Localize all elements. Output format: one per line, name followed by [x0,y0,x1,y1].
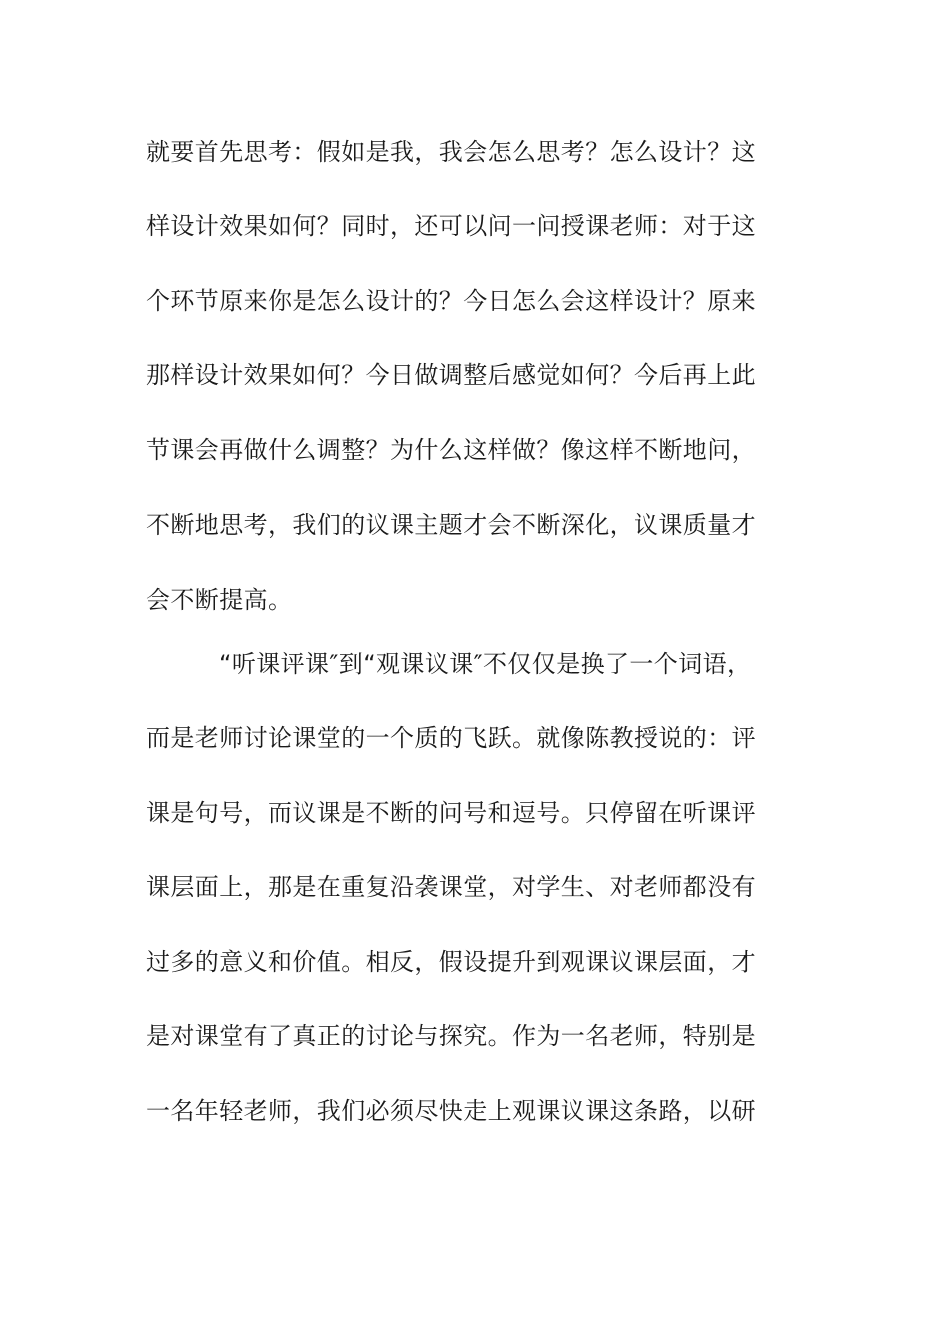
paragraph-first-line: “听课评课″到“观课议课″不仅仅是换了一个词语， [219,650,752,678]
text-line: 样设计效果如何？同时，还可以问一问授课老师：对于这 [146,212,756,240]
text-line: 会不断提高。 [146,586,293,614]
text-line: 是对课堂有了真正的讨论与探究。作为一名老师，特别是 [146,1022,756,1050]
text-line: 课是句号，而议课是不断的问号和逗号。只停留在听课评 [146,799,756,827]
text-line: 一名年轻老师，我们必须尽快走上观课议课这条路，以研 [146,1097,756,1125]
text-line: 节课会再做什么调整？为什么这样做？像这样不断地问， [146,436,756,464]
text-line: 那样设计效果如何？今日做调整后感觉如何？今后再上此 [146,361,756,389]
text-line: 不断地思考，我们的议课主题才会不断深化，议课质量才 [146,511,756,539]
text-line: 而是老师讨论课堂的一个质的飞跃。就像陈教授说的：评 [146,724,756,752]
text-line: 过多的意义和价值。相反，假设提升到观课议课层面，才 [146,948,756,976]
text-line: 课层面上，那是在重复沿袭课堂，对学生、对老师都没有 [146,873,756,901]
text-line: 个环节原来你是怎么设计的？今日怎么会这样设计？原来 [146,287,756,315]
text-line: 就要首先思考：假如是我，我会怎么思考？怎么设计？这 [146,138,756,166]
